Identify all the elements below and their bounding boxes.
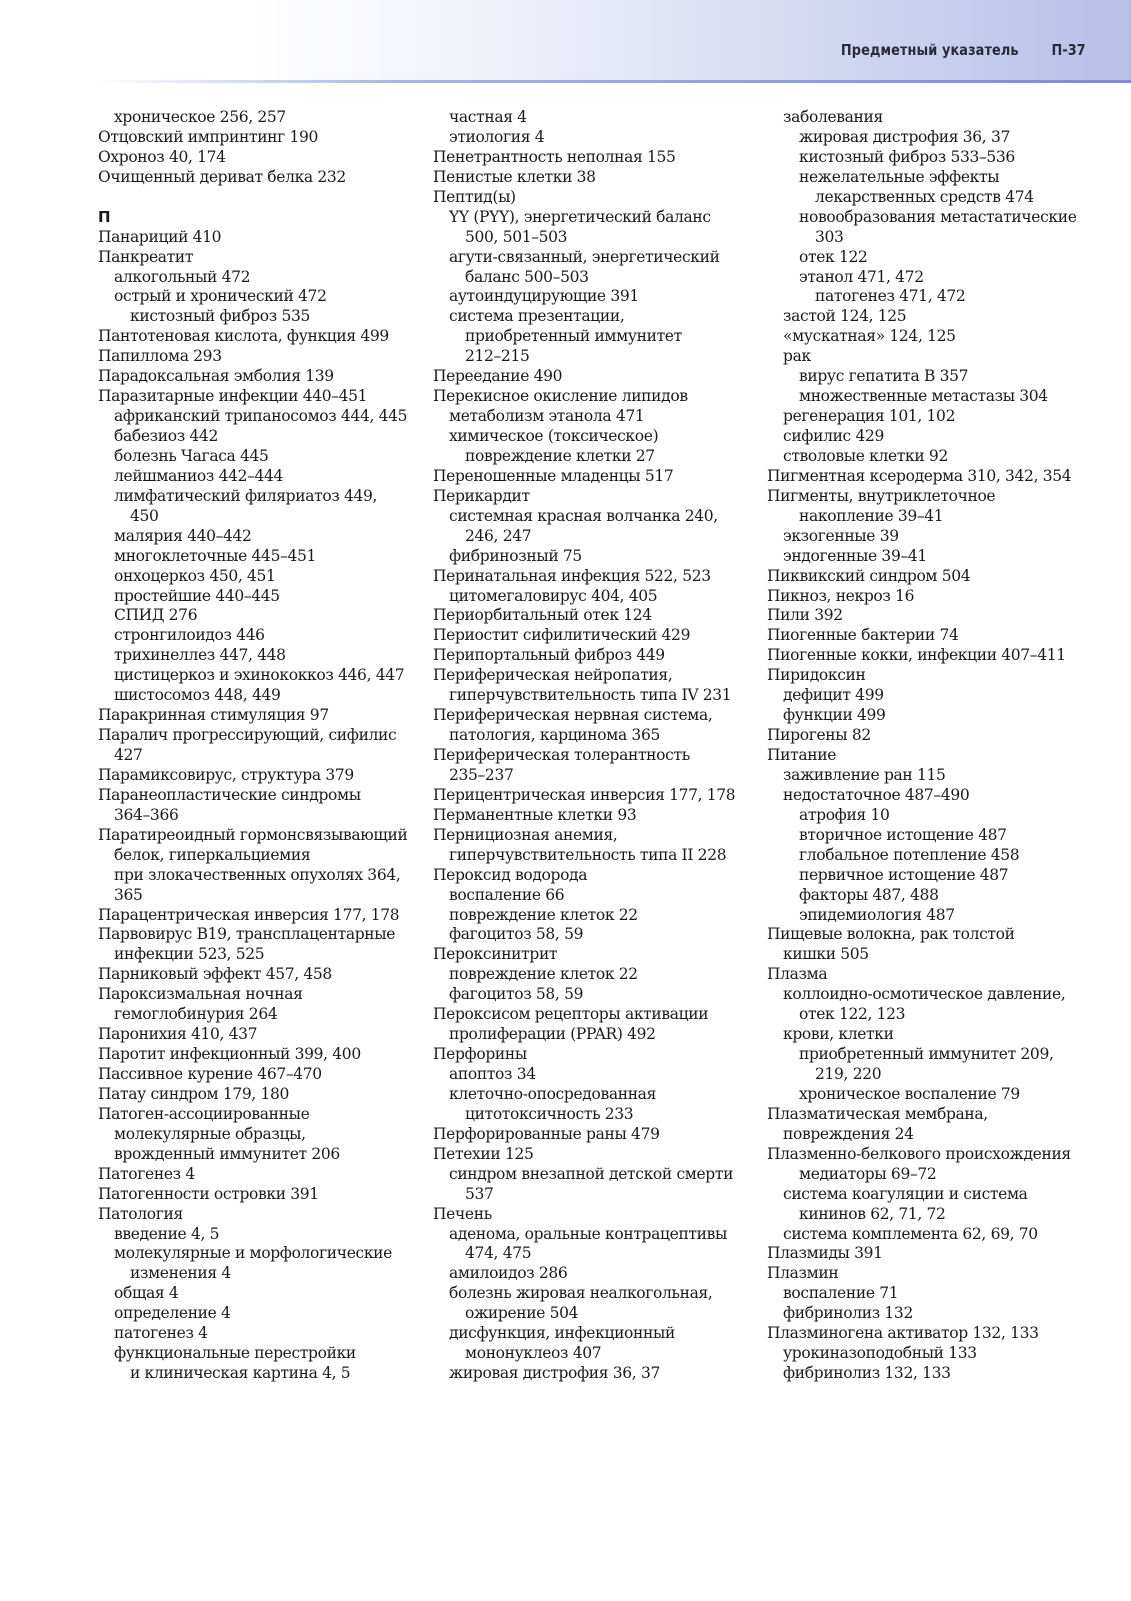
index-subentry: патология, карцинома 365 xyxy=(449,726,660,745)
index-entry: Парниковый эффект 457, 458 xyxy=(98,965,332,984)
index-subentry: атрофия 10 xyxy=(799,805,890,824)
index-subentry: болезнь Чагаса 445 xyxy=(114,446,269,465)
index-entry: Печень xyxy=(433,1204,492,1223)
index-entry: Паротит инфекционный 399, 400 xyxy=(98,1045,361,1064)
index-subentry: амилоидоз 286 xyxy=(449,1264,568,1283)
index-entry: Пиогенные кокки, инфекции 407–411 xyxy=(767,646,1066,665)
index-subentry: изменения 4 xyxy=(130,1264,231,1283)
index-entry: Плазминогена активатор 132, 133 xyxy=(767,1324,1039,1343)
index-subentry: 219, 220 xyxy=(815,1065,882,1083)
index-subentry: белок, гиперкальциемия xyxy=(114,845,311,864)
index-entry: Пили 392 xyxy=(767,606,843,625)
index-subentry: апоптоз 34 xyxy=(449,1065,536,1083)
index-subentry: африканский трипаносомоз 444, 445 xyxy=(114,407,408,426)
index-entry: Питание xyxy=(767,746,837,764)
index-subentry: 212–215 xyxy=(465,347,530,366)
index-subentry: простейшие 440–445 xyxy=(114,586,280,605)
index-entry: Перинатальная инфекция 522, 523 xyxy=(433,566,711,585)
index-entry: Перфорины xyxy=(433,1045,527,1064)
index-subentry: факторы 487, 488 xyxy=(799,885,939,904)
index-entry: Парадоксальная эмболия 139 xyxy=(98,367,334,386)
index-entry: Перфорированные раны 479 xyxy=(433,1124,660,1143)
index-entry: Отцовский импринтинг 190 xyxy=(98,127,319,146)
index-subentry: глобальное потепление 458 xyxy=(799,845,1020,864)
index-subentry: аденома, оральные контрацептивы xyxy=(449,1224,727,1243)
index-subentry: кистозный фиброз 535 xyxy=(130,307,310,326)
index-entry: Перекисное окисление липидов xyxy=(433,387,688,406)
index-entry: Периостит сифилитический 429 xyxy=(433,626,691,645)
index-subentry: патогенез 471, 472 xyxy=(815,287,966,306)
index-subentry: лейшманиоз 442–444 xyxy=(114,466,284,485)
index-subentry: аутоиндуцирующие 391 xyxy=(449,287,639,306)
index-subentry: введение 4, 5 xyxy=(114,1224,220,1243)
index-entry: Переедание 490 xyxy=(433,367,563,386)
index-subentry: системная красная волчанка 240, xyxy=(449,506,718,525)
index-entry: Переношенные младенцы 517 xyxy=(433,466,674,485)
index-subentry: 537 xyxy=(465,1184,494,1203)
index-entry: Пищевые волокна, рак толстой xyxy=(767,925,1015,944)
section-gap xyxy=(98,188,407,208)
index-subentry: YY (PYY), энергетический баланс xyxy=(449,207,711,226)
index-subentry: определение 4 xyxy=(114,1304,231,1323)
index-subentry: жировая дистрофия 36, 37 xyxy=(449,1364,660,1383)
index-subentry: воспаление 71 xyxy=(783,1284,899,1303)
index-subentry: повреждение клеток 22 xyxy=(449,965,638,984)
index-subentry: агути-связанный, энергетический xyxy=(449,247,720,266)
index-subentry: многоклеточные 445–451 xyxy=(114,546,317,565)
index-subentry: фибринолиз 132 xyxy=(783,1304,913,1323)
index-subentry: общая 4 xyxy=(114,1284,179,1303)
index-subentry: фибринолиз 132, 133 xyxy=(783,1364,951,1383)
index-subentry: отек 122, 123 xyxy=(799,1005,906,1024)
index-entry: Перипортальный фиброз 449 xyxy=(433,646,665,665)
index-subentry: химическое (токсическое) xyxy=(449,427,659,445)
index-column-2 xyxy=(433,108,735,1384)
index-entry: Периферическая нервная система, xyxy=(433,706,713,725)
index-entry: Пиквикский синдром 504 xyxy=(767,566,971,585)
index-entry: Пероксид водорода xyxy=(433,865,588,884)
index-entry: Плазматическая мембрана, xyxy=(767,1104,988,1123)
index-subentry: фагоцитоз 58, 59 xyxy=(449,925,584,944)
index-subentry: функциональные перестройки xyxy=(114,1344,356,1363)
index-subentry: повреждение клетки 27 xyxy=(465,446,655,465)
index-entry: Панкреатит xyxy=(98,247,194,266)
index-subentry: стронгилоидоз 446 xyxy=(114,626,265,645)
index-subentry: недостаточное 487–490 xyxy=(783,785,970,804)
index-subentry: 235–237 xyxy=(449,765,514,784)
index-entry: Папиллома 293 xyxy=(98,347,222,366)
index-subentry: рак xyxy=(783,347,811,366)
index-subentry: кистозный фиброз 533–536 xyxy=(799,147,1015,166)
index-subentry: болезнь жировая неалкогольная, xyxy=(449,1284,713,1303)
index-entry: Парамиксовирус, структура 379 xyxy=(98,765,354,784)
index-entry: Пигменты, внутриклеточное xyxy=(767,486,996,505)
index-entry: Парацентрическая инверсия 177, 178 xyxy=(98,905,400,924)
index-subentry: этанол 471, 472 xyxy=(799,267,924,286)
index-entry: Пероксисом рецепторы активации xyxy=(433,1005,709,1024)
index-entry: Паранеопластические синдромы xyxy=(98,785,361,804)
index-entry: Паралич прогрессирующий, сифилис xyxy=(98,726,397,745)
index-subentry: первичное истощение 487 xyxy=(799,865,1009,884)
index-entry: Охроноз 40, 174 xyxy=(98,147,226,166)
index-subentry: врожденный иммунитет 206 xyxy=(114,1144,340,1163)
index-subentry: множественные метастазы 304 xyxy=(799,387,1048,406)
index-subentry: и клиническая картина 4, 5 xyxy=(130,1364,351,1383)
header-rule xyxy=(95,80,1131,83)
index-entry: Паразитарные инфекции 440–451 xyxy=(98,387,368,406)
index-subentry: гемоглобинурия 264 xyxy=(114,1005,278,1024)
index-subentry: хроническое воспаление 79 xyxy=(799,1084,1020,1103)
index-subentry: частная 4 xyxy=(449,108,527,126)
index-subentry: функции 499 xyxy=(783,706,886,725)
index-subentry: экзогенные 39 xyxy=(783,526,899,545)
index-entry: Пероксинитрит xyxy=(433,945,558,964)
index-subentry: крови, клетки xyxy=(783,1025,894,1044)
index-subentry: 365 xyxy=(114,885,143,904)
index-subentry: цитомегаловирус 404, 405 xyxy=(449,586,658,605)
index-subentry: СПИД 276 xyxy=(114,606,198,625)
index-subentry: сифилис 429 xyxy=(783,427,884,445)
index-subentry: лекарственных средств 474 xyxy=(815,187,1034,206)
index-subentry: этиология 4 xyxy=(449,127,545,146)
index-entry: Патогенез 4 xyxy=(98,1164,195,1183)
index-entry: Пантотеновая кислота, функция 499 xyxy=(98,327,389,346)
index-subentry: метаболизм этанола 471 xyxy=(449,407,645,426)
index-subentry: система презентации, xyxy=(449,307,625,326)
index-subentry: заживление ран 115 xyxy=(783,765,946,784)
index-subentry: коллоидно-осмотическое давление, xyxy=(783,985,1066,1004)
index-subentry: при злокачественных опухолях 364, xyxy=(114,865,401,884)
index-entry: Пигментная ксеродерма 310, 342, 354 xyxy=(767,466,1072,485)
index-column-1 xyxy=(98,108,407,1384)
index-entry: Пиогенные бактерии 74 xyxy=(767,626,959,645)
index-subentry: медиаторы 69–72 xyxy=(799,1164,937,1183)
index-subentry: урокиназоподобный 133 xyxy=(783,1344,977,1363)
index-entry: Патогенности островки 391 xyxy=(98,1184,319,1203)
index-entry: Пирогены 82 xyxy=(767,726,871,745)
index-subentry: инфекции 523, 525 xyxy=(114,945,265,964)
index-subentry: баланс 500–503 xyxy=(465,267,589,286)
index-subentry: цистицеркоз и эхинококкоз 446, 447 xyxy=(114,666,405,685)
index-entry: Перицентрическая инверсия 177, 178 xyxy=(433,785,736,804)
index-subentry: бабезиоз 442 xyxy=(114,427,218,445)
index-subentry: накопление 39–41 xyxy=(799,506,944,525)
index-entry: Пиридоксин xyxy=(767,666,866,685)
index-entry: Петехии 125 xyxy=(433,1144,534,1163)
index-subentry: гиперчувствительность типа II 228 xyxy=(449,845,727,864)
index-entry: Периферическая нейропатия, xyxy=(433,666,673,685)
index-entry: Парвовирус В19, трансплацентарные xyxy=(98,925,396,944)
index-entry: Плазма xyxy=(767,965,828,984)
index-subentry: шистосомоз 448, 449 xyxy=(114,686,281,705)
index-subentry: пролиферации (PPAR) 492 xyxy=(449,1025,656,1044)
index-subentry: заболевания xyxy=(783,108,883,126)
index-column-3 xyxy=(767,108,1077,1384)
index-entry: Перикардит xyxy=(433,486,530,505)
index-subentry: жировая дистрофия 36, 37 xyxy=(799,127,1010,146)
index-entry: Периферическая толерантность xyxy=(433,746,690,764)
index-subentry: молекулярные и морфологические xyxy=(114,1244,392,1263)
running-header-title: Предметный указатель xyxy=(841,41,1019,59)
index-subentry: система коагуляции и система xyxy=(783,1184,1028,1203)
index-subentry: воспаление 66 xyxy=(449,885,565,904)
page-number: П-37 xyxy=(1051,41,1086,59)
index-subentry: застой 124, 125 xyxy=(783,307,907,326)
index-subentry: 500, 501–503 xyxy=(465,227,568,246)
index-subentry: «мускатная» 124, 125 xyxy=(783,327,956,346)
section-letter: П xyxy=(98,207,111,226)
index-subentry: 427 xyxy=(114,746,143,764)
index-entry: Паракринная стимуляция 97 xyxy=(98,706,329,725)
index-entry: Панариций 410 xyxy=(98,227,222,246)
index-subentry: вирус гепатита В 357 xyxy=(799,367,969,386)
index-subentry: кининов 62, 71, 72 xyxy=(799,1204,946,1223)
index-subentry: ожирение 504 xyxy=(465,1304,579,1323)
index-subentry: эндогенные 39–41 xyxy=(783,546,927,565)
index-subentry: отек 122 xyxy=(799,247,868,266)
index-subentry: алкогольный 472 xyxy=(114,267,251,286)
index-subentry: приобретенный иммунитет xyxy=(465,327,682,346)
index-entry: Пикноз, некроз 16 xyxy=(767,586,915,605)
index-subentry: молекулярные образцы, xyxy=(114,1124,306,1143)
index-entry: Плазмин xyxy=(767,1264,839,1283)
index-subentry: мононуклеоз 407 xyxy=(465,1344,602,1363)
index-subentry: дефицит 499 xyxy=(783,686,884,705)
index-entry: Пернициозная анемия, xyxy=(433,825,618,844)
index-subentry: малярия 440–442 xyxy=(114,526,252,545)
index-subentry: стволовые клетки 92 xyxy=(783,446,948,465)
index-subentry: острый и хронический 472 xyxy=(114,287,327,306)
index-subentry: кишки 505 xyxy=(783,945,869,964)
index-subentry: вторичное истощение 487 xyxy=(799,825,1007,844)
index-subentry: фибринозный 75 xyxy=(449,546,582,565)
index-subentry: нежелательные эффекты xyxy=(799,167,1000,186)
index-entry: Патоген-ассоциированные xyxy=(98,1104,310,1123)
index-entry: Пароксизмальная ночная xyxy=(98,985,303,1004)
index-subentry: трихинеллез 447, 448 xyxy=(114,646,286,665)
index-subentry: приобретенный иммунитет 209, xyxy=(799,1045,1054,1064)
index-subentry: 364–366 xyxy=(114,805,179,824)
index-subentry: 246, 247 xyxy=(465,526,532,545)
index-subentry: эпидемиология 487 xyxy=(799,905,955,924)
index-subentry: 450 xyxy=(130,506,159,525)
index-entry: Пассивное курение 467–470 xyxy=(98,1065,322,1083)
index-entry: Очищенный дериват белка 232 xyxy=(98,167,346,186)
index-entry: Плазменно-белкового происхождения xyxy=(767,1144,1071,1163)
index-subentry: клеточно-опосредованная xyxy=(449,1084,657,1103)
index-subentry: патогенез 4 xyxy=(114,1324,208,1343)
index-entry: Пенетрантность неполная 155 xyxy=(433,147,676,166)
index-entry: Периорбитальный отек 124 xyxy=(433,606,652,625)
index-subentry: цитотоксичность 233 xyxy=(465,1104,634,1123)
index-subentry: новообразования метастатические xyxy=(799,207,1077,226)
index-subentry: дисфункция, инфекционный xyxy=(449,1324,675,1343)
index-subentry: онхоцеркоз 450, 451 xyxy=(114,566,276,585)
index-entry: Паронихия 410, 437 xyxy=(98,1025,258,1044)
index-entry: Пенистые клетки 38 xyxy=(433,167,596,186)
index-subentry: повреждение клеток 22 xyxy=(449,905,638,924)
index-subentry: система комплемента 62, 69, 70 xyxy=(783,1224,1038,1243)
index-subentry: синдром внезапной детской смерти xyxy=(449,1164,734,1183)
index-entry: Плазмиды 391 xyxy=(767,1244,883,1263)
index-entry: Паратиреоидный гормонсвязывающий xyxy=(98,825,408,844)
index-entry: Патология xyxy=(98,1204,183,1223)
index-subentry: хроническое 256, 257 xyxy=(114,108,286,126)
index-subentry: повреждения 24 xyxy=(783,1124,914,1143)
index-subentry: 474, 475 xyxy=(465,1244,532,1263)
index-subentry: 303 xyxy=(815,227,844,246)
index-subentry: регенерация 101, 102 xyxy=(783,407,956,426)
index-entry: Пептид(ы) xyxy=(433,187,516,206)
index-entry: Перманентные клетки 93 xyxy=(433,805,637,824)
index-subentry: гиперчувствительность типа IV 231 xyxy=(449,686,732,705)
index-entry: Патау синдром 179, 180 xyxy=(98,1084,290,1103)
index-subentry: лимфатический филяриатоз 449, xyxy=(114,486,378,505)
index-subentry: фагоцитоз 58, 59 xyxy=(449,985,584,1004)
